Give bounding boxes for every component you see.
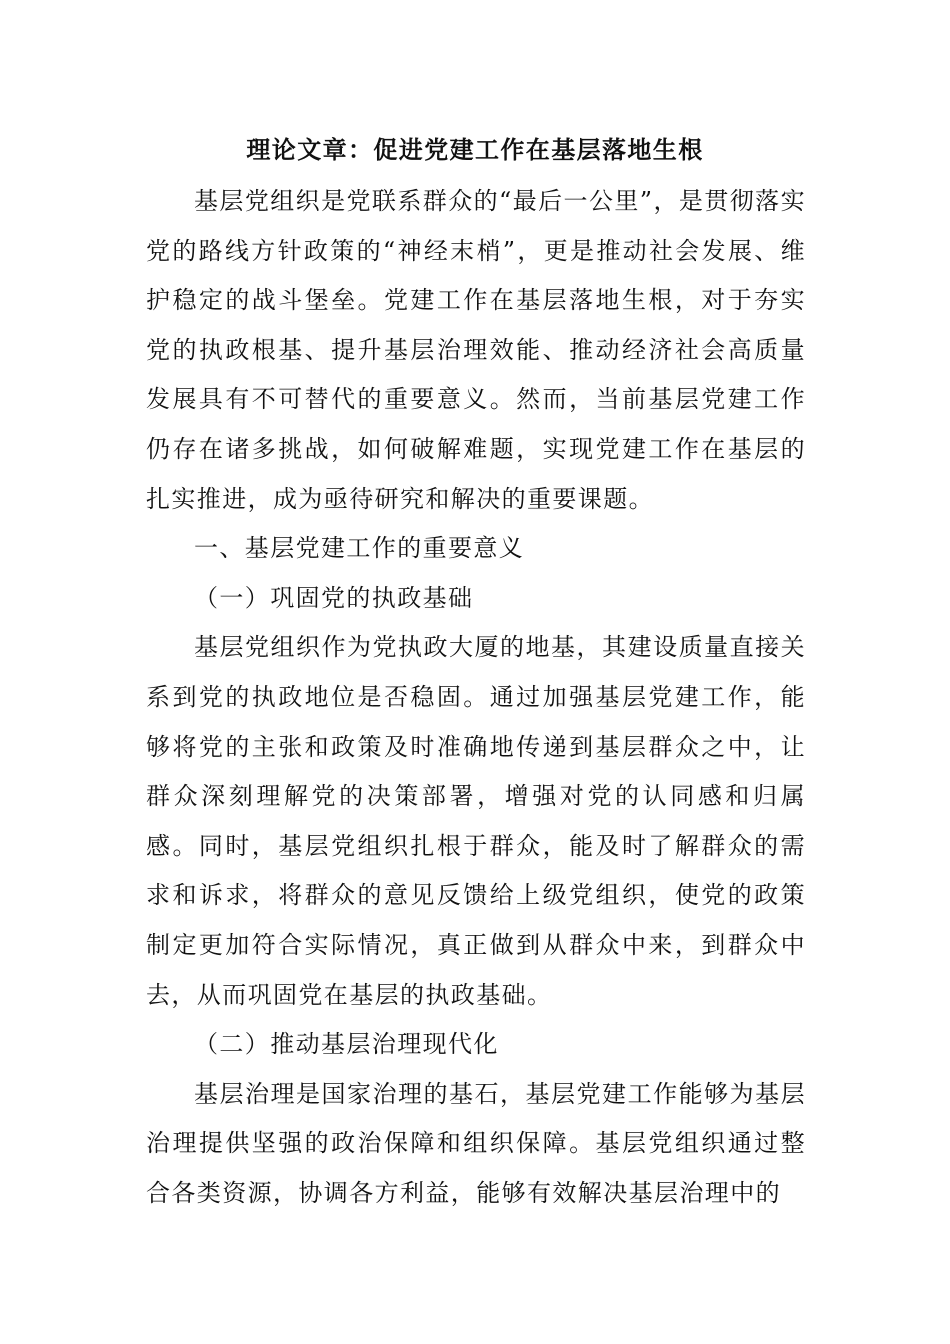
intro-paragraph: 基层党组织是党联系群众的“最后一公里”，是贯彻落实党的路线方针政策的“神经末梢”，更是推动社会发展、维护稳定的战斗堡垒。党建工作在基层落地生根，对于夯实党的执政根基、提升基层治理效能、推动经济社会高质量发展具有不可替代的重要意义。然而，当前基层党建工作仍存在诸多挑战，如何破解难题，实现党建工作在基层的扎实推进，成为亟待研究和解决的重要课题。 [146,187,806,513]
subsection-heading-1: （一）巩固党的执政基础 [194,583,474,612]
paragraph-consolidate-foundation: 基层党组织作为党执政大厦的地基，其建设质量直接关系到党的执政地位是否稳固。通过加强基层党建工作，能够将党的主张和政策及时准确地传递到基层群众之中，让群众深刻理解党的决策部署，增强对党的认同感和归属感。同时，基层党组织扎根于群众，能及时了解群众的需求和诉求，将群众的意见反馈给上级党组织，使党的政策制定更加符合实际情况，真正做到从群众中来，到群众中去，从而巩固党在基层的执政基础。 [146,633,806,1009]
document-title: 理论文章：促进党建工作在基层落地生根 [246,135,704,164]
subsection-heading-2: （二）推动基层治理现代化 [194,1030,499,1059]
paragraph-governance-modernization: 基层治理是国家治理的基石，基层党建工作能够为基层治理提供坚强的政治保障和组织保障。基层党组织通过整合各类资源，协调各方利益，能够有效解决基层治理中的 [146,1079,806,1207]
section-heading-1: 一、基层党建工作的重要意义 [194,534,525,563]
document-body [146,177,806,1218]
